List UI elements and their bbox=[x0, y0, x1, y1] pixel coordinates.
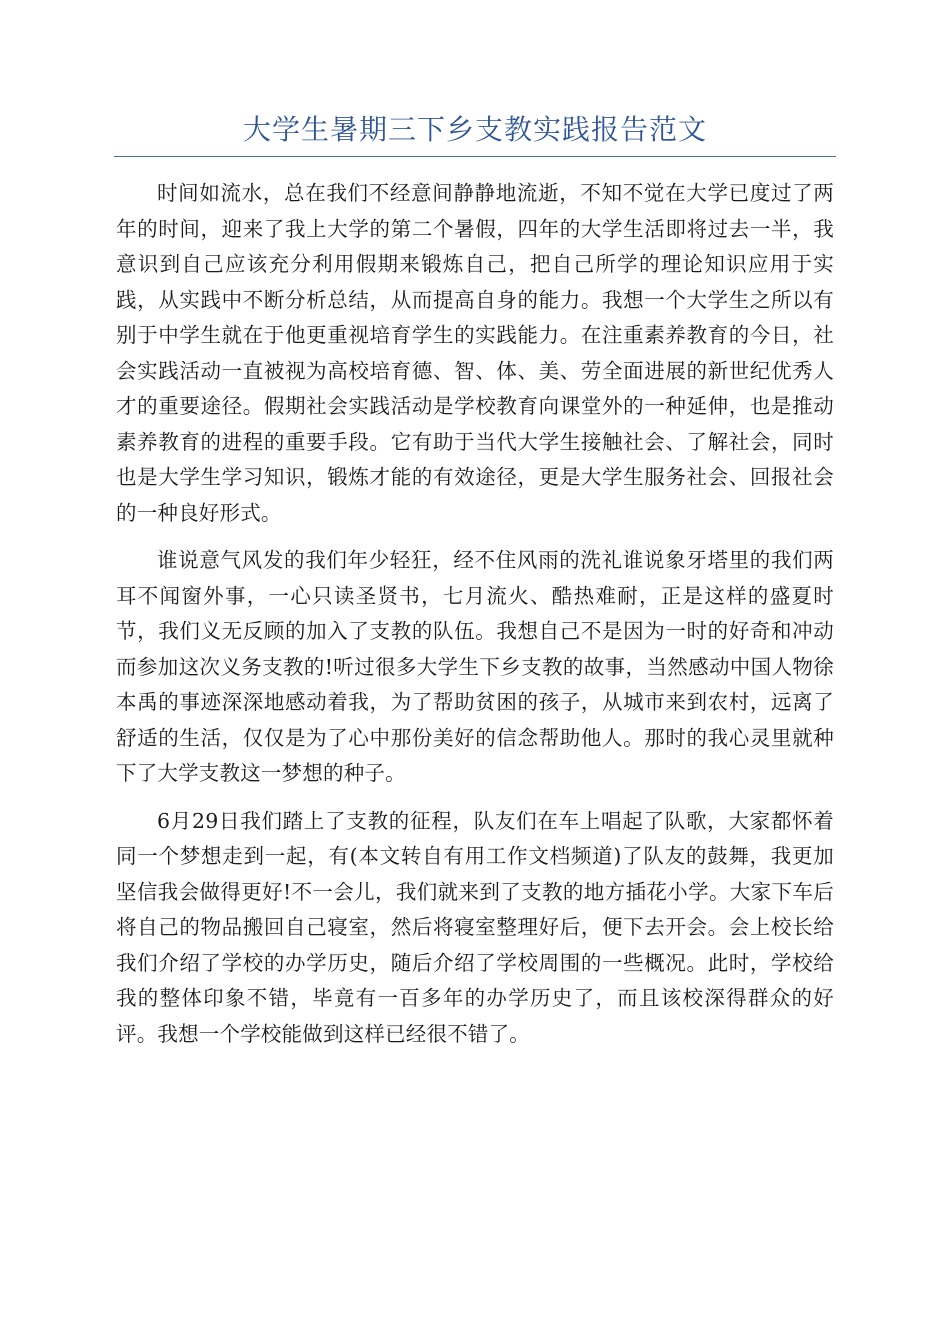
paragraph-2: 谁说意气风发的我们年少轻狂，经不住风雨的洗礼谁说象牙塔里的我们两耳不闻窗外事，一心只读圣贤书，七月流火、酷热难耐，正是这样的盛夏时节，我们义无反顾的加入了支教的队伍。我想自己不是因为一时的好奇和冲动而参加这次义务支教的!听过很多大学生下乡支教的故事，当然感动中国人物徐本禹的事迹深深地感动着我，为了帮助贫困的孩子，从城市来到农村，远离了舒适的生活，仅仅是为了心中那份美好的信念帮助他人。那时的我心灵里就种下了大学支教这一梦想的种子。 bbox=[116, 548, 834, 785]
paragraph-3: 6月29日我们踏上了支教的征程，队友们在车上唱起了队歌，大家都怀着同一个梦想走到一起，有(本文转自有用工作文档频道)了队友的鼓舞，我更加坚信我会做得更好!不一会儿，我们就来到了支教的地方插花小学。大家下车后将自己的物品搬回自己寝室，然后将寝室整理好后，便下去开会。会上校长给我们介绍了学校的办学历史，随后介绍了学校周围的一些概况。此时，学校给我的整体印象不错，毕竟有一百多年的办学历史了，而且该校深得群众的好评。我想一个学校能做到这样已经很不错了。 bbox=[116, 808, 834, 1046]
title-block bbox=[114, 110, 836, 157]
paragraph-1: 时间如流水，总在我们不经意间静静地流逝，不知不觉在大学已度过了两年的时间，迎来了我上大学的第二个暑假，四年的大学生活即将过去一半，我意识到自己应该充分利用假期来锻炼自己，把自己所学的理论知识应用于实践，从实践中不断分析总结，从而提高自身的能力。我想一个大学生之所以有别于中学生就在于他更重视培育学生的实践能力。在注重素养教育的今日，社会实践活动一直被视为高校培育德、智、体、美、劳全面进展的新世纪优秀人才的重要途径。假期社会实践活动是学校教育向课堂外的一种延伸，也是推动素养教育的进程的重要手段。它有助于当代大学生接触社会、了解社会，同时也是大学生学习知识，锻炼才能的有效途径，更是大学生服务社会、回报社会的一种良好形式。 bbox=[116, 181, 834, 525]
document-body bbox=[116, 176, 834, 1064]
document-title: 大学生暑期三下乡支教实践报告范文 bbox=[242, 113, 707, 146]
